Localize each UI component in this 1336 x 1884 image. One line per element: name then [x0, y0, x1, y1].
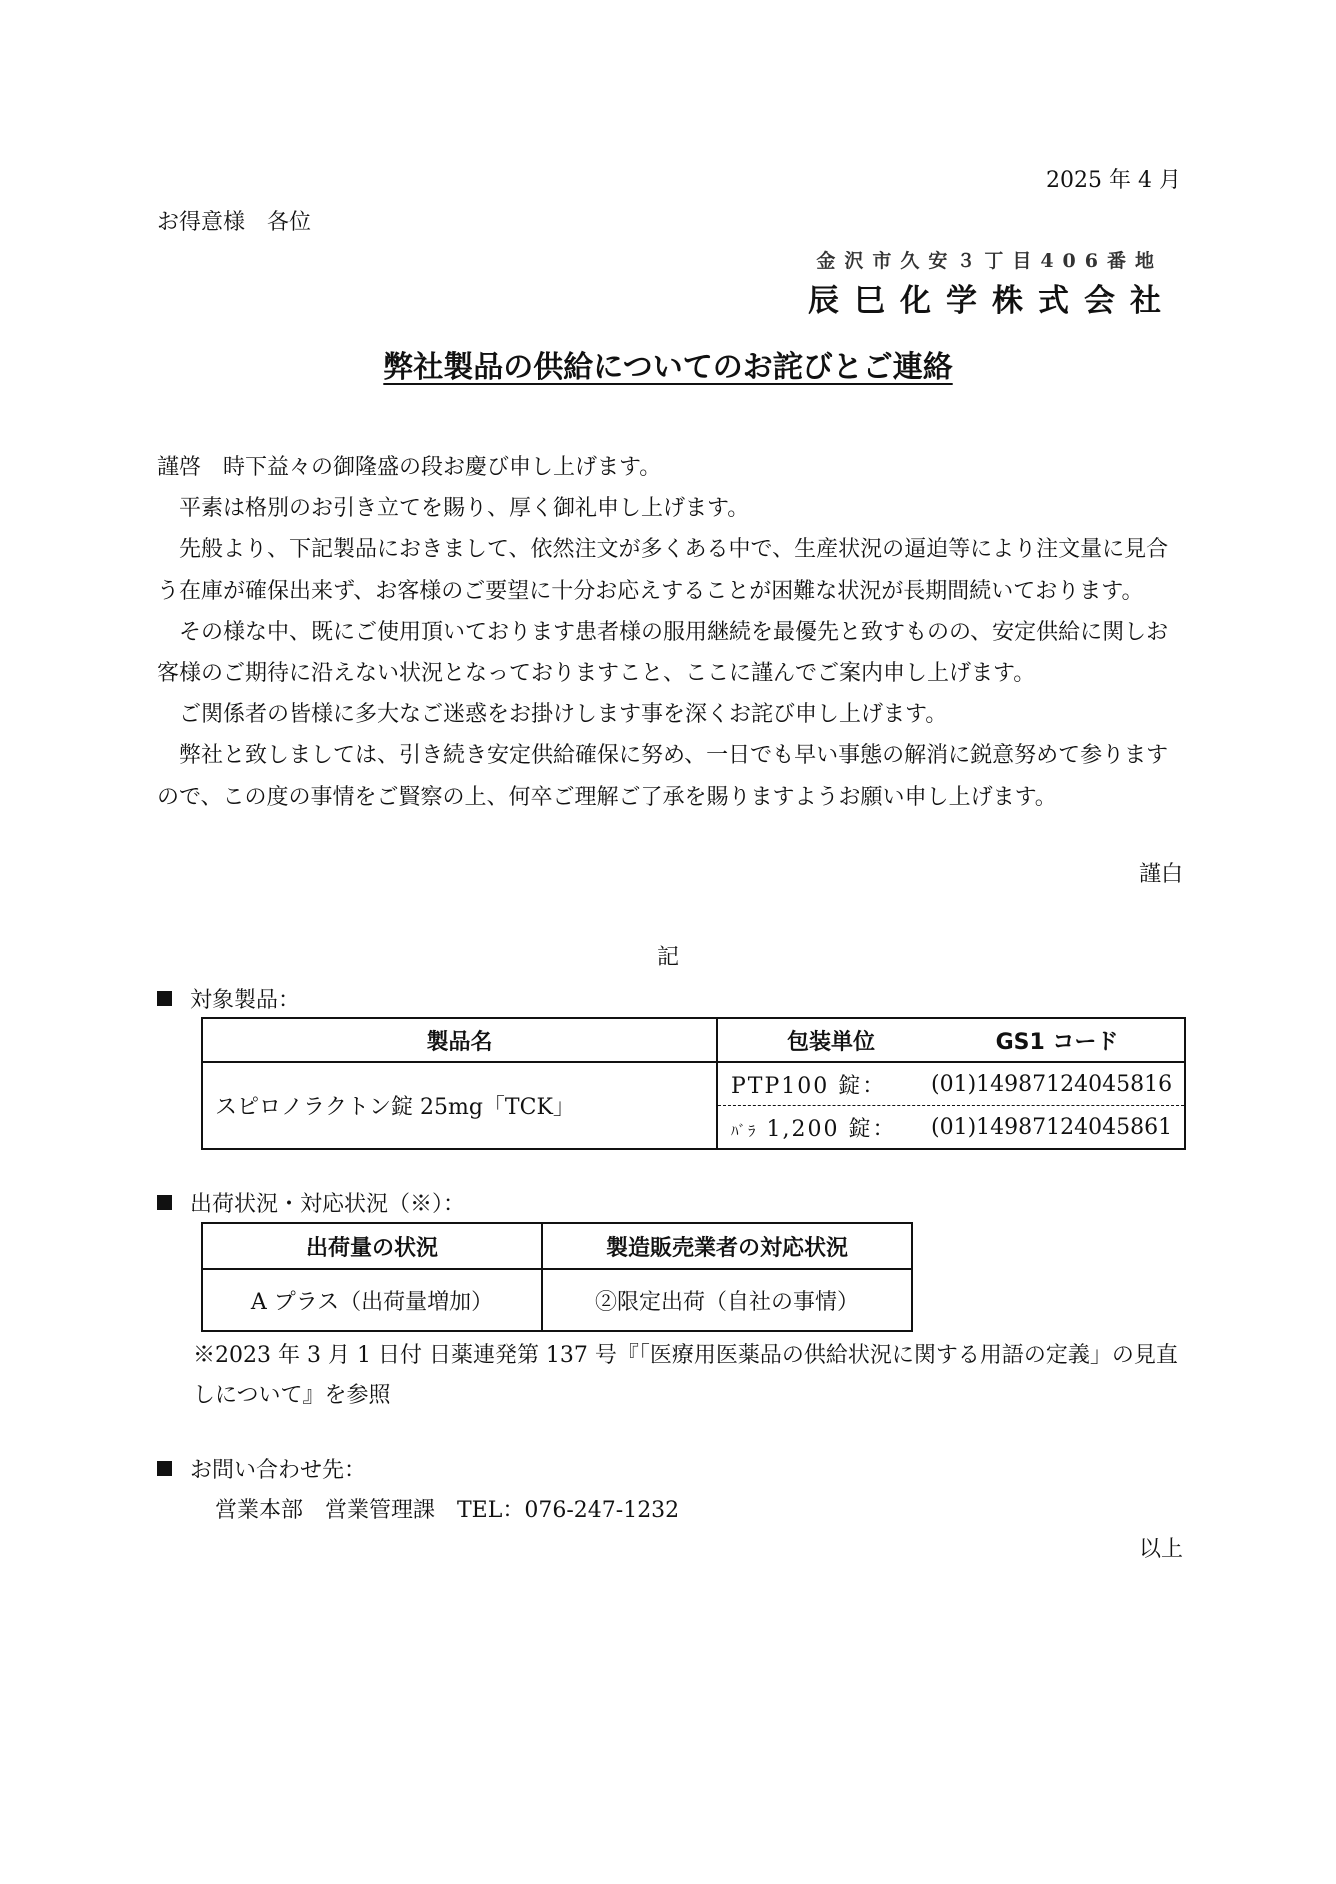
products-heading-label: 対象製品： — [190, 988, 301, 1013]
addressee: お得意様 各位 — [157, 210, 312, 235]
greeting-paragraph: 謹啓 時下益々の御隆盛の段お慶び申し上げます。 — [157, 455, 662, 480]
col-response: 製造販売業者の対応状況 — [542, 1223, 912, 1269]
commitment-paragraph: 弊社と致しましては、引き続き安定供給確保に努め、一日でも早い事態の解消に鋭意努めて参りますので、この度の事情をご賢察の上、何卒ご理解ご了承を賜りますようお願い申し上げます。 — [157, 743, 1169, 810]
products-heading — [157, 983, 300, 1014]
status-footnote: ※2023 年 3 月 1 日付 日薬連発第 137 号『「医療用医薬品の供給状況に関する用語の定義」の見直しについて』を参照 — [193, 1343, 1178, 1408]
document-date: 2025 年 4 月 — [1046, 168, 1181, 193]
col-product-name: 製品名 — [202, 1018, 717, 1062]
table-row — [202, 1269, 912, 1331]
status-heading — [157, 1187, 465, 1218]
notice-paragraph: その様な中、既にご使用頂いております患者様の服用継続を最優先と致すものの、安定供給に関しお客様のご期待に沿えない状況となっておりますこと、ここに謹んでご案内申し上げます。 — [157, 619, 1169, 687]
document-title-text: 弊社製品の供給についてのお詫びとご連絡 — [383, 350, 953, 385]
col-gs1: GS1 コード — [995, 1029, 1119, 1055]
response-status-cell: ②限定出荷（自社の事情） — [542, 1269, 912, 1331]
status-heading-label: 出荷状況・対応状況（※）： — [190, 1192, 466, 1217]
table-header-row — [202, 1018, 1185, 1062]
company-address: 金沢市久安３丁目406番地 — [816, 250, 1163, 272]
apology-paragraph: ご関係者の皆様に多大なご迷惑をお掛けします事を深くお詫び申し上げます。 — [157, 702, 948, 728]
product-name-cell: スピロノラクトン錠 25mg「TCK」 — [202, 1062, 717, 1149]
table-row — [202, 1062, 1185, 1106]
col-pack: 包装単位 — [786, 1029, 875, 1055]
status-table — [201, 1222, 913, 1332]
ki-heading: 記 — [656, 945, 679, 970]
square-bullet-icon — [157, 1195, 172, 1210]
end-mark: 以上 — [1138, 1537, 1183, 1562]
package-cell — [717, 1106, 1185, 1150]
situation-paragraph: 先般より、下記製品におきまして、依然注文が多くある中で、生産状況の逼迫等により注文量に見合う在庫が確保出来ず、お客様のご要望に十分お応えすることが困難な状況が長期間続いております。 — [157, 537, 1169, 604]
package-unit: PTP100 錠： — [731, 1073, 887, 1099]
gs1-code: (01)14987124045861 — [931, 1114, 1173, 1140]
package-cell — [717, 1062, 1185, 1106]
contact-heading-label: お問い合わせ先： — [190, 1458, 367, 1483]
contact-detail: 営業本部 営業管理課 TEL：076-247-1232 — [215, 1498, 680, 1523]
square-bullet-icon — [157, 991, 172, 1006]
letter-body — [157, 447, 1185, 818]
shipment-status-cell: A プラス（出荷量増加） — [202, 1269, 542, 1331]
col-shipment: 出荷量の状況 — [202, 1223, 542, 1269]
gs1-code: (01)14987124045816 — [931, 1071, 1173, 1097]
products-table — [201, 1017, 1186, 1150]
thanks-paragraph: 平素は格別のお引き立てを賜り、厚く御礼申し上げます。 — [157, 496, 750, 522]
company-name: 辰巳化学株式会社 — [808, 283, 1176, 319]
contact-heading — [157, 1453, 366, 1484]
table-header-row — [202, 1223, 912, 1269]
document-title — [0, 342, 1336, 386]
col-pack-gs1 — [717, 1018, 1185, 1062]
square-bullet-icon — [157, 1461, 172, 1476]
package-unit: ﾊﾞﾗ 1,200 錠： — [731, 1116, 897, 1142]
closing-word: 謹白 — [1138, 862, 1183, 887]
